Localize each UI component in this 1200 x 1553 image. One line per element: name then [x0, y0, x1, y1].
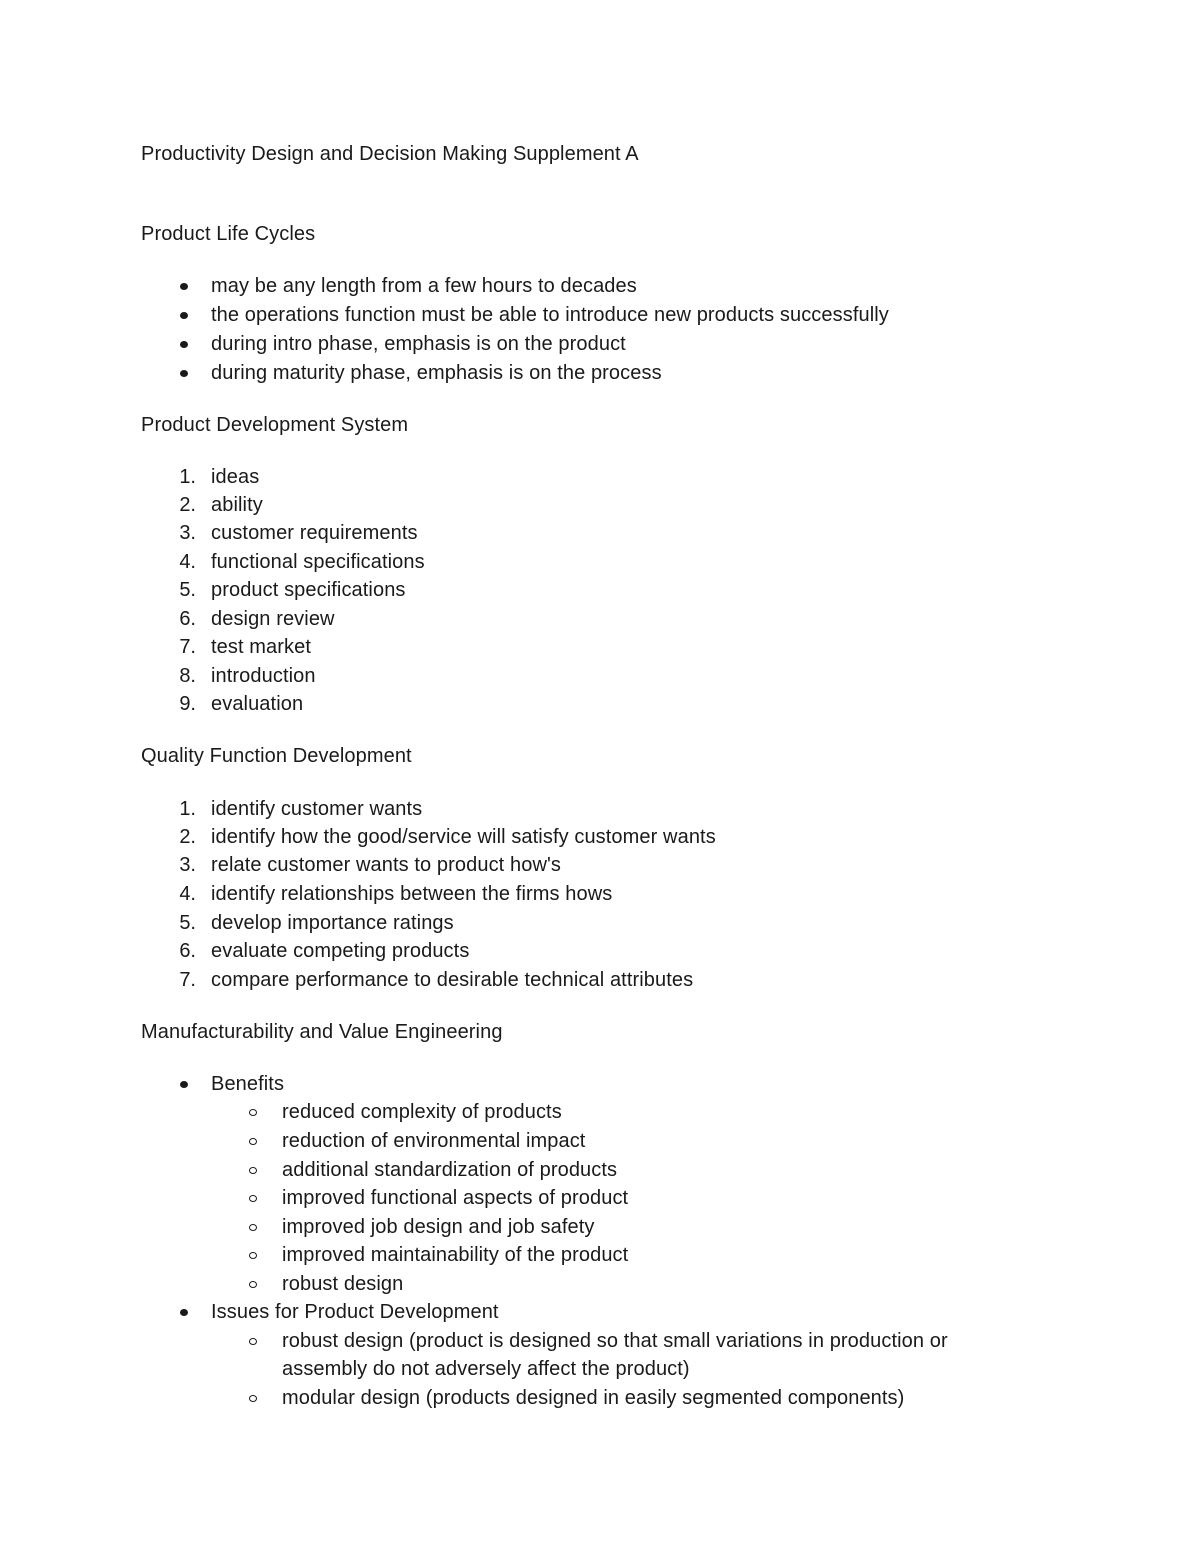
list-item: during maturity phase, emphasis is on the process	[211, 362, 662, 384]
bullet-icon	[180, 312, 188, 319]
sub-list-item-continuation: assembly do not adversely affect the product)	[282, 1358, 690, 1380]
list-item: relate customer wants to product how's	[211, 854, 562, 876]
sub-bullet-icon	[249, 1224, 257, 1231]
list-number: 5.	[179, 912, 196, 934]
list-number: 4.	[179, 551, 196, 573]
sub-list-item: modular design (products designed in easily segmented components)	[282, 1387, 905, 1409]
sub-bullet-icon	[249, 1395, 257, 1402]
sub-bullet-icon	[249, 1281, 257, 1288]
list-item: identify how the good/service will satisfy customer wants	[211, 826, 716, 848]
list-item: ability	[211, 494, 263, 516]
section-heading-life-cycles: Product Life Cycles	[141, 223, 316, 245]
list-item-group-label: Issues for Product Development	[211, 1301, 499, 1323]
list-number: 6.	[179, 940, 196, 962]
list-item: the operations function must be able to introduce new products successfully	[211, 304, 889, 326]
sub-bullet-icon	[249, 1195, 257, 1202]
list-number: 6.	[179, 608, 196, 630]
list-item: evaluation	[211, 693, 304, 715]
list-number: 7.	[179, 636, 196, 658]
section-heading-qfd: Quality Function Development	[141, 745, 412, 767]
bullet-icon	[180, 370, 188, 377]
list-number: 3.	[179, 854, 196, 876]
list-item: ideas	[211, 466, 260, 488]
list-item: customer requirements	[211, 522, 418, 544]
sub-bullet-icon	[249, 1109, 257, 1116]
list-item: design review	[211, 608, 335, 630]
sub-list-item: reduction of environmental impact	[282, 1130, 586, 1152]
sub-bullet-icon	[249, 1252, 257, 1259]
list-item: identify customer wants	[211, 798, 423, 820]
list-number: 2.	[179, 826, 196, 848]
list-item: identify relationships between the firms hows	[211, 883, 613, 905]
list-item: introduction	[211, 665, 316, 687]
list-number: 2.	[179, 494, 196, 516]
list-number: 1.	[179, 466, 196, 488]
sub-list-item: reduced complexity of products	[282, 1101, 562, 1123]
list-item: may be any length from a few hours to decades	[211, 275, 637, 297]
list-number: 4.	[179, 883, 196, 905]
sub-bullet-icon	[249, 1338, 257, 1345]
list-item: evaluate competing products	[211, 940, 470, 962]
list-number: 7.	[179, 969, 196, 991]
list-number: 9.	[179, 693, 196, 715]
list-item: compare performance to desirable technical attributes	[211, 969, 694, 991]
sub-bullet-icon	[249, 1138, 257, 1145]
list-item: product specifications	[211, 579, 406, 601]
bullet-icon	[180, 1081, 188, 1088]
list-item: functional specifications	[211, 551, 425, 573]
sub-list-item: improved job design and job safety	[282, 1216, 595, 1238]
list-item-group-label: Benefits	[211, 1073, 285, 1095]
sub-list-item: improved maintainability of the product	[282, 1244, 629, 1266]
sub-list-item: robust design (product is designed so that small variations in production or	[282, 1330, 948, 1352]
list-item: develop importance ratings	[211, 912, 454, 934]
bullet-icon	[180, 341, 188, 348]
bullet-icon	[180, 283, 188, 290]
bullet-icon	[180, 1309, 188, 1316]
list-number: 8.	[179, 665, 196, 687]
list-number: 5.	[179, 579, 196, 601]
sub-list-item: robust design	[282, 1273, 404, 1295]
section-heading-manufacturability: Manufacturability and Value Engineering	[141, 1021, 503, 1043]
list-number: 3.	[179, 522, 196, 544]
section-heading-development-system: Product Development System	[141, 414, 409, 436]
list-item: test market	[211, 636, 312, 658]
sub-list-item: additional standardization of products	[282, 1159, 618, 1181]
sub-bullet-icon	[249, 1167, 257, 1174]
list-item: during intro phase, emphasis is on the product	[211, 333, 626, 355]
list-number: 1.	[179, 798, 196, 820]
document-title: Productivity Design and Decision Making Supplement A	[141, 143, 639, 165]
sub-list-item: improved functional aspects of product	[282, 1187, 629, 1209]
